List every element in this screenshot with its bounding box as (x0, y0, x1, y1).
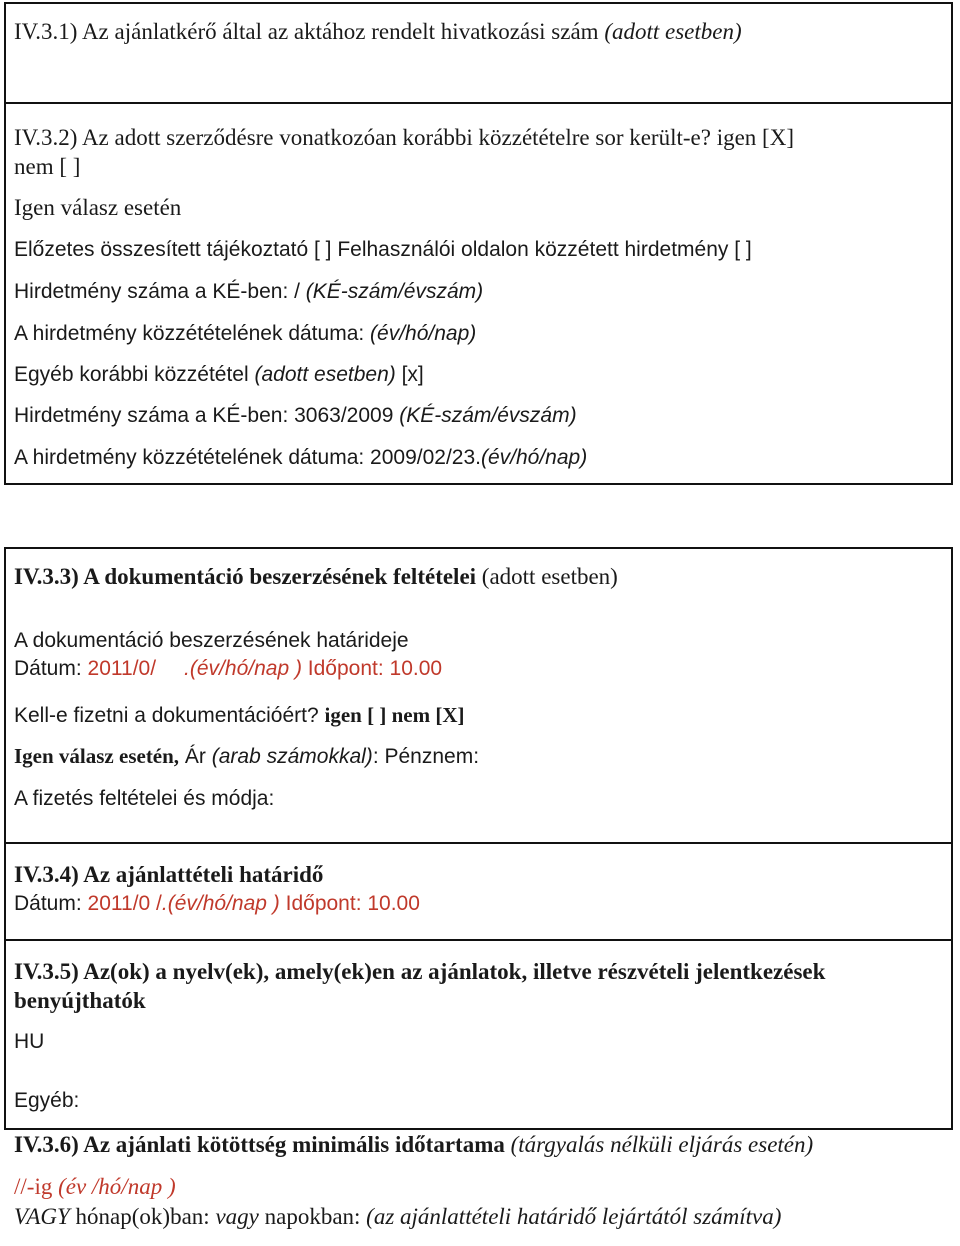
section-4-3-6-hint: (tárgyalás nélküli eljárás esetén) (510, 1132, 814, 1157)
section-4-3-2-heading: IV.3.2) Az adott szerződésre vonatkozóan korábbi közzétételre sor került-e? (14, 125, 711, 150)
section-4-3-5-heading-line-2: benyújthatók (14, 988, 146, 1013)
prior-info-options: Előzetes összesített tájékoztató [ ] Felhasználói oldalon közzétett hirdetmény [ ] (14, 238, 752, 261)
other-publication-date-label: A hirdetmény közzétételének dátuma: 2009/02/23. (14, 446, 481, 469)
price-label: Ár (184, 745, 206, 768)
notice-number-label: Hirdetmény száma a KÉ-ben: / (14, 280, 300, 303)
payment-question: Kell-e fizetni a dokumentációért? (14, 704, 319, 727)
validity-until-line (14, 1173, 176, 1201)
tender-date-hint: .(év/hó/nap ) (161, 892, 280, 915)
validity-period-line (14, 1203, 781, 1231)
payment-terms: A fizetés feltételei és módja: (14, 787, 275, 810)
documentation-date-hint: .(év/hó/nap ) (184, 657, 302, 680)
section-4-3-2-heading-line (14, 124, 794, 152)
section-4-3-1-heading-line (14, 18, 742, 46)
other-publication-date-hint: (év/hó/nap) (480, 446, 588, 469)
other-notice-number-label: Hirdetmény száma a KÉ-ben: 3063/2009 (14, 404, 394, 427)
price-if-yes: Igen válasz esetén, (14, 744, 180, 768)
other-publication-date-line (14, 444, 587, 472)
validity-until-value: //-ig (14, 1174, 53, 1199)
language-value: HU (14, 1030, 45, 1053)
section-4-3-3-heading: IV.3.3) A dokumentáció beszerzésének feltételei (14, 564, 477, 589)
notice-number-hint: (KÉ-szám/évszám) (305, 280, 484, 303)
payment-question-line (14, 701, 464, 730)
validity-or2: vagy (215, 1204, 259, 1229)
other-publication-hint: (adott esetben) (254, 363, 396, 386)
documentation-deadline-label: A dokumentáció beszerzésének határideje (14, 629, 409, 652)
documentation-date-value: 2011/0/ (87, 657, 157, 680)
price-hint: (arab számokkal) (211, 745, 373, 768)
validity-until-hint: (év /hó/nap ) (58, 1174, 176, 1199)
validity-months-label: hónap(ok)ban: (75, 1204, 210, 1229)
other-publication-mark: [x] (401, 363, 424, 386)
validity-days-label: napokban: (264, 1204, 361, 1229)
validity-or-label: VAGY (14, 1204, 70, 1229)
other-notice-number-hint: (KÉ-szám/évszám) (399, 404, 577, 427)
section-4-3-3-hint: (adott esetben) (481, 564, 618, 589)
tender-date-label: Dátum: (14, 892, 82, 915)
documentation-date-line (14, 655, 442, 683)
section-4-3-6-heading-line (14, 1131, 813, 1159)
tender-date-value: 2011/0 / (87, 892, 162, 915)
section-4-3-2-answer-no: nem [ ] (14, 154, 81, 179)
other-publication-line (14, 361, 424, 389)
publication-date-hint: (év/hó/nap) (370, 322, 477, 345)
documentation-date-label: Dátum: (14, 657, 82, 680)
section-4-3-6-heading: IV.3.6) Az ajánlati kötöttség minimális időtartama (14, 1132, 505, 1157)
other-languages-label: Egyéb: (14, 1089, 80, 1112)
if-yes-label: Igen válasz esetén (14, 195, 182, 220)
section-4-3-4-heading: IV.3.4) Az ajánlattételi határidő (14, 862, 324, 887)
section-4-3-1-heading: IV.3.1) Az ajánlatkérő által az aktához rendelt hivatkozási szám (14, 19, 599, 44)
section-4-3-1-hint: (adott esetben) (604, 19, 742, 44)
section-4-3-2-answer-yes: igen [X] (716, 125, 794, 150)
publication-date-label: A hirdetmény közzétételének dátuma: (14, 322, 365, 345)
section-4-3-5-heading-line-1: IV.3.5) Az(ok) a nyelv(ek), amely(ek)en az ajánlatok, illetve részvételi jelentkezések (14, 959, 826, 984)
documentation-time: Időpont: 10.00 (307, 657, 443, 680)
publication-date-line (14, 320, 476, 348)
other-publication-label: Egyéb korábbi közzététel (14, 363, 249, 386)
section-4-3-3-heading-line (14, 563, 618, 591)
other-notice-number-line (14, 402, 577, 430)
payment-answer: igen [ ] nem [X] (324, 703, 465, 727)
notice-number-line (14, 278, 483, 306)
validity-days-hint: (az ajánlattételi határidő lejártától számítva) (366, 1204, 782, 1229)
tender-time: Időpont: 10.00 (285, 892, 420, 915)
currency-label: : Pénznem: (372, 745, 480, 768)
tender-date-line (14, 890, 420, 918)
price-line (14, 742, 479, 771)
